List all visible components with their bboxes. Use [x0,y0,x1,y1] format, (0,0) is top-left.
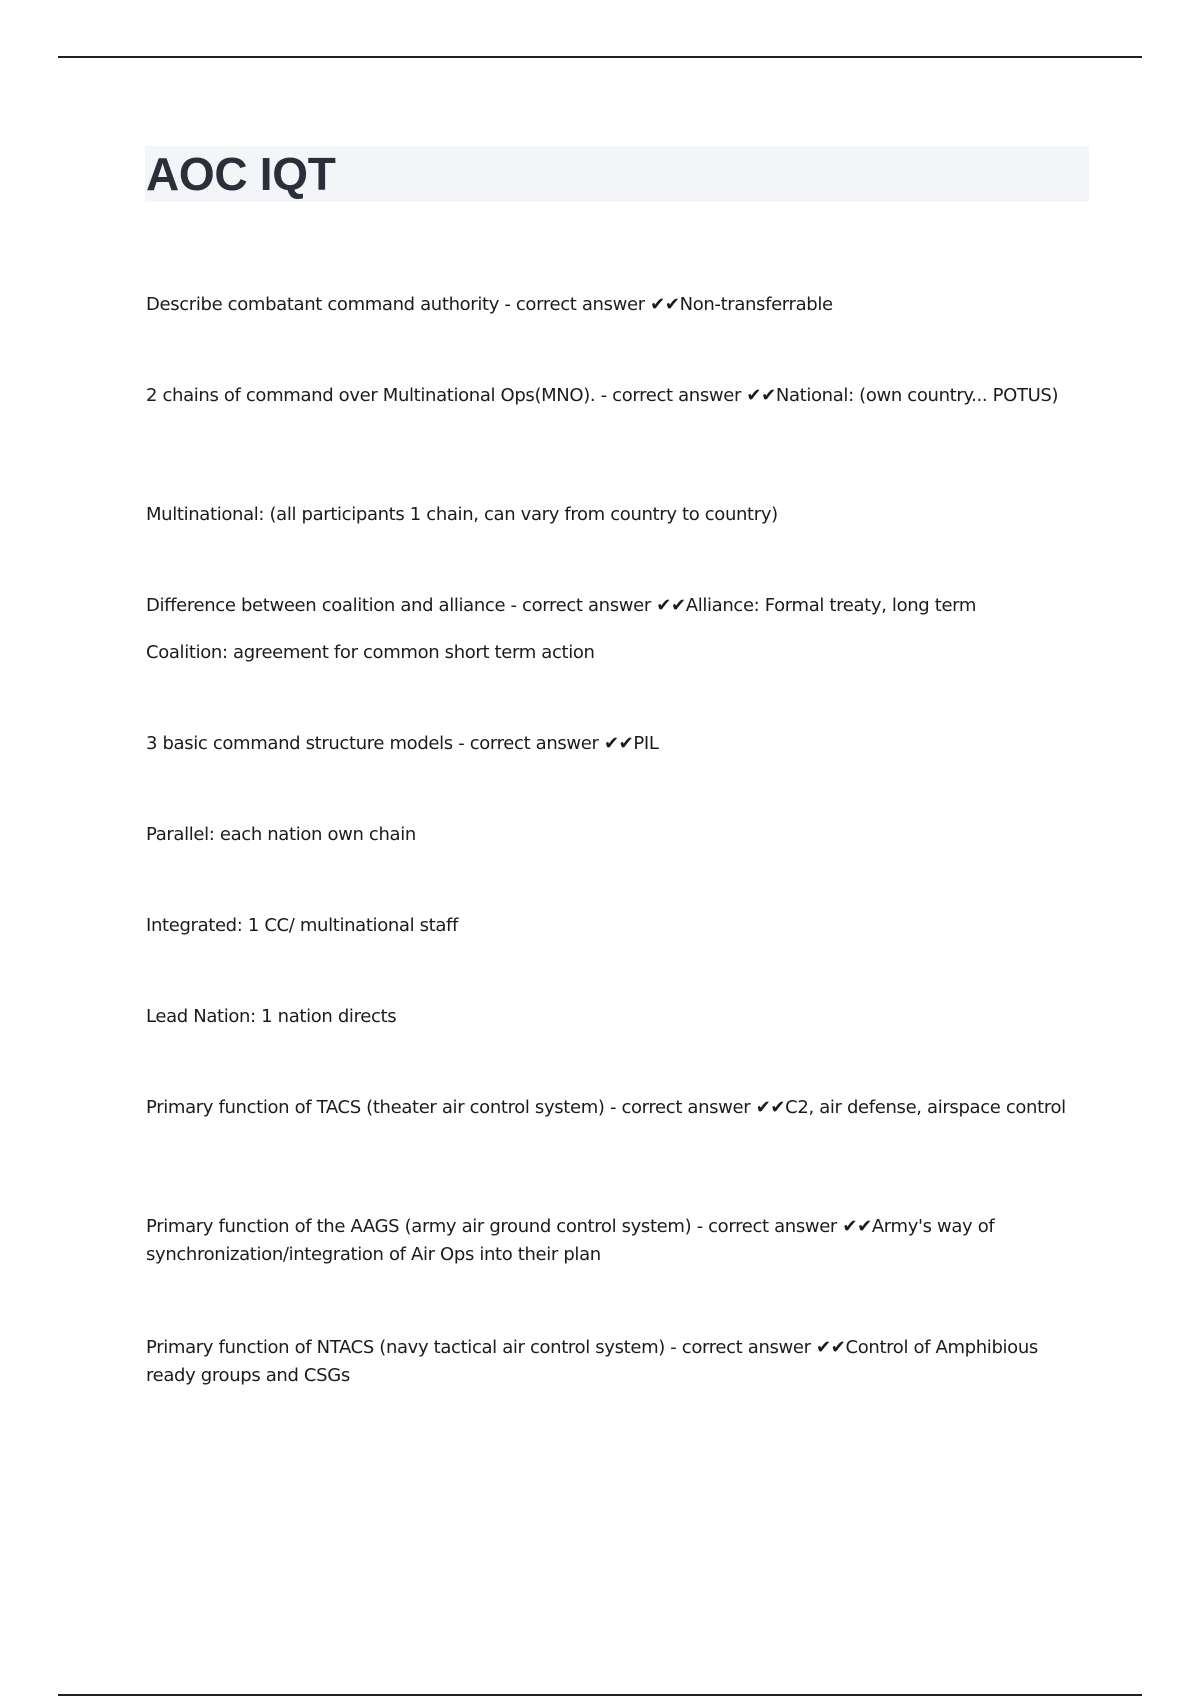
paragraph: 3 basic command structure models - correct answer ✔✔PIL [146,733,659,754]
paragraph: Primary function of NTACS (navy tactical air control system) - correct answer ✔✔Control of Amphibious ready groups and CSGs [146,1337,1038,1386]
page-title: AOC IQT [146,148,336,200]
top-divider [58,56,1142,58]
paragraph: Describe combatant command authority - correct answer ✔✔Non-transferrable [146,294,833,315]
paragraph: Primary function of TACS (theater air control system) - correct answer ✔✔C2, air defense, airspace control [146,1097,1066,1118]
paragraph: Difference between coalition and alliance - correct answer ✔✔Alliance: Formal treaty, long term [146,595,977,616]
paragraph: 2 chains of command over Multinational Ops(MNO). - correct answer ✔✔National: (own country... POTUS) [146,385,1059,406]
paragraph: Multinational: (all participants 1 chain, can vary from country to country) [146,504,778,525]
paragraph: Integrated: 1 CC/ multinational staff [146,915,459,936]
paragraph: Primary function of the AAGS (army air ground control system) - correct answer ✔✔Army's way of synchronization/integration of Air Ops into their plan [146,1216,995,1265]
paragraph: Coalition: agreement for common short term action [146,642,595,663]
paragraph: Parallel: each nation own chain [146,824,416,845]
bottom-divider [58,1694,1142,1696]
paragraph: Lead Nation: 1 nation directs [146,1006,397,1027]
